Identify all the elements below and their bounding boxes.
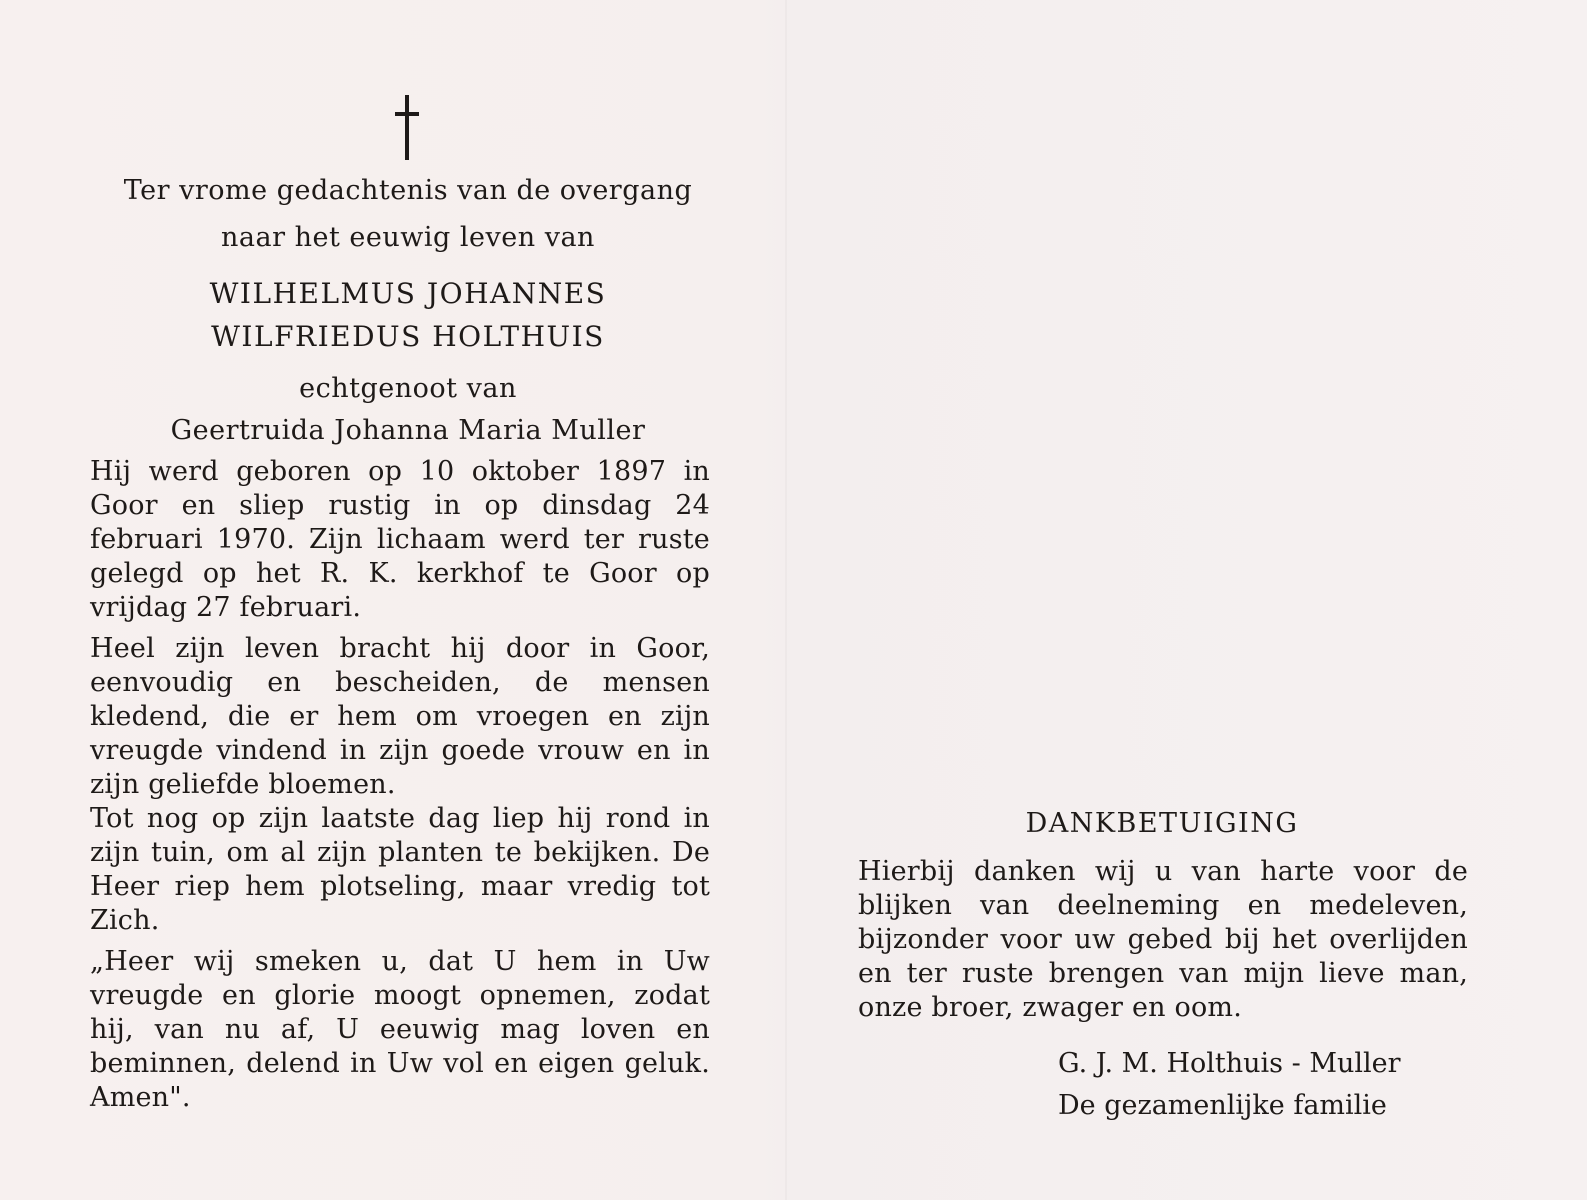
- thanks-text: Hierbij danken wij u van harte voor de blijken van deelneming en medeleven, bijzonder voor uw gebed bij het overlijden en ter ruste brengen van mijn lieve man, onze broer, zwager en oom.: [858, 856, 1468, 1023]
- cross-icon: [395, 95, 419, 160]
- thanks-title: DANKBETUIGING: [1025, 808, 1299, 839]
- life-story-text-2: Tot nog op zijn laatste dag liep hij rond in zijn tuin, om al zijn planten te bekijken. De Heer riep hem plotseling, maar vredig tot Zich.: [90, 803, 710, 936]
- signature-line-1: G. J. M. Holthuis - Muller: [1058, 1048, 1401, 1079]
- thanks-paragraph: [858, 855, 1468, 1025]
- life-story-text-1: Heel zijn leven bracht hij door in Goor, eenvoudig en bescheiden, de mensen kledend, die er hem om vroegen en zijn vreugde vindend in zijn goede vrouw en in zijn geliefde bloemen.: [90, 633, 710, 800]
- deceased-name-line-2: WILFRIEDUS HOLTHUIS: [211, 320, 605, 353]
- prayer-text: „Heer wij smeken u, dat U hem in Uw vreugde en glorie moogt opnemen, zodat hij, van nu af, U eeuwig mag loven en beminnen, delend in Uw vol en eigen geluk. Amen".: [90, 946, 710, 1113]
- prayer-paragraph: [90, 945, 710, 1115]
- signature-line-2: De gezamenlijke familie: [1058, 1090, 1387, 1121]
- intro-line-1: Ter vrome gedachtenis van de overgang: [123, 175, 693, 206]
- intro-line-2: naar het eeuwig leven van: [221, 222, 595, 253]
- spouse-name: Geertruida Johanna Maria Muller: [170, 415, 646, 446]
- life-story-paragraph: [90, 632, 710, 938]
- spouse-label: echtgenoot van: [299, 373, 517, 404]
- life-details-paragraph: [90, 455, 710, 625]
- card-fold: [785, 0, 787, 1200]
- deceased-name-line-1: WILHELMUS JOHANNES: [209, 277, 607, 310]
- birth-death-text: Hij werd geboren op 10 oktober 1897 in Goor en sliep rustig in op dinsdag 24 februari 1970. Zijn lichaam werd ter ruste gelegd op het R. K. kerkhof te Goor op vrijdag 27 februari.: [90, 456, 710, 623]
